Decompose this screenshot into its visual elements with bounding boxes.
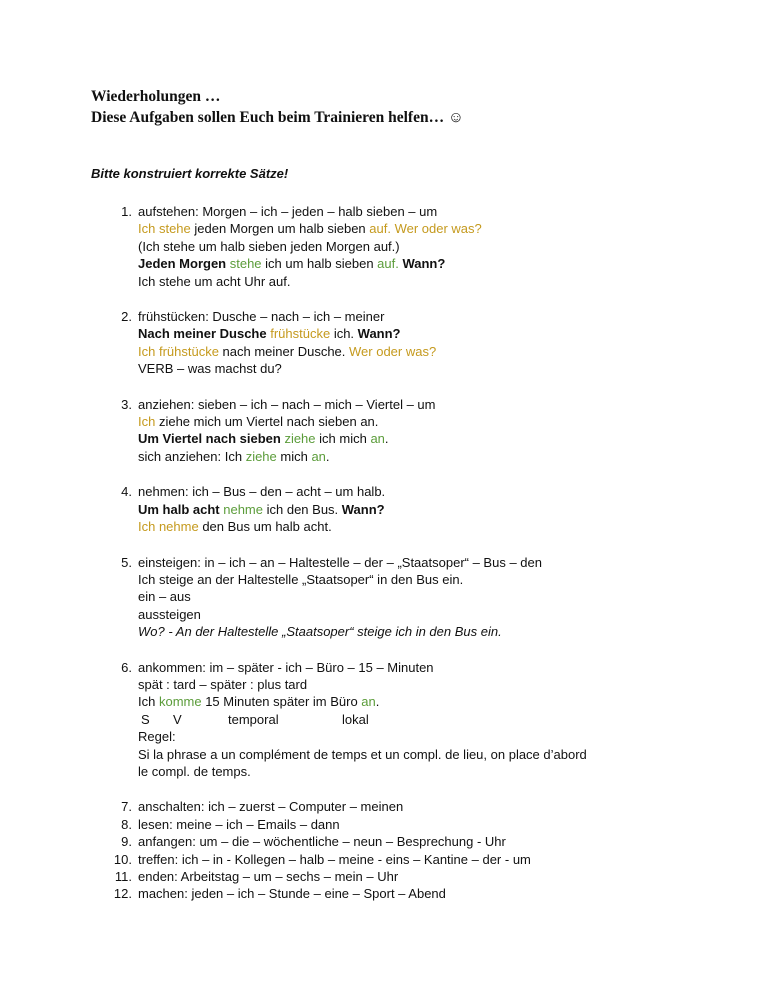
text: 15 Minuten später im Büro [201,694,362,710]
time-phrase: Um halb acht [138,501,220,517]
rule-text: Si la phrase a un complément de temps et un compl. de lieu, on place d’abord [138,746,587,762]
verb: ziehe [280,431,316,447]
exercise-item-5 [0,554,768,641]
prompt-line: anschalten: ich – zuerst – Computer – meinen [138,799,404,815]
rule-text: le compl. de temps. [138,763,251,779]
item-number: 7. [121,799,132,815]
note-line: ein – aus [138,589,191,605]
note-line: aussteigen [138,606,201,622]
answer-line [138,430,768,447]
text: . [384,431,389,447]
verb: stehe [226,256,262,272]
text: sich anziehen: Ich [138,448,246,464]
prompt-line: aufstehen: Morgen – ich – jeden – halb sieben – um [138,204,438,219]
answer-line [138,325,768,342]
time-phrase: Jeden Morgen [138,256,227,272]
exercise-item-10 [0,851,768,868]
subject: Ich [138,343,156,359]
prompt-line: einsteigen: in – ich – an – Haltestelle – der – „Staatsoper“ – Bus – den [138,554,542,570]
prompt-line: nehmen: ich – Bus – den – acht – um halb. [138,484,386,500]
answer-line [138,518,768,535]
text: jeden Morgen um halb sieben [190,221,370,237]
text: ziehe mich um Viertel nach sieben an. [155,414,379,430]
exercise-item-3 [0,396,768,466]
prompt-line: machen: jeden – ich – Stunde – eine – Sport – Abend [138,886,446,902]
answer-line: Ich steige an der Haltestelle „Staatsoper“ in den Bus ein. [138,571,464,587]
answer-line [138,343,768,360]
item-number: 1. [121,204,132,219]
title-line-2: Diese Aufgaben sollen Euch beim Trainieren helfen… ☺ [91,109,464,126]
prompt-line: enden: Arbeitstag – um – sechs – mein – Uhr [138,868,399,884]
text: mich [276,448,312,464]
item-number: 6. [121,659,132,675]
note-line [138,448,768,465]
title-line-1: Wiederholungen … [91,88,221,105]
answer-line: Wo? - An der Haltestelle „Staatsoper“ steige ich in den Bus ein. [138,624,502,640]
exercise-item-7 [0,798,768,815]
text: . [375,694,380,710]
verb: frühstücke [155,343,219,359]
label-lokal: lokal [342,711,369,727]
subject-verb: Ich stehe [138,221,191,237]
rule-heading: Regel: [138,729,176,745]
label-temporal: temporal [228,711,279,727]
subject: Ich [138,414,156,430]
verb: komme [158,694,202,710]
item-number: 8. [121,816,132,832]
particle: an [311,448,326,464]
label-v: V [173,711,182,727]
exercise-item-4 [0,483,768,535]
text: ich. [330,326,355,342]
prompt-line: anfangen: um – die – wöchentliche – neun – Besprechung - Uhr [138,834,506,850]
exercise-item-9 [0,833,768,850]
prompt-line: lesen: meine – ich – Emails – dann [138,816,340,832]
answer-line: Ich stehe um acht Uhr auf. [138,273,291,289]
text: den Bus um halb acht. [198,519,332,535]
label-s: S [141,711,150,727]
prompt-line: ankommen: im – später - ich – Büro – 15 – Minuten [138,659,434,675]
answer-line [138,501,768,518]
verb: nehme [155,519,199,535]
instruction: Bitte konstruiert korrekte Sätze! [91,166,289,181]
item-number: 5. [121,554,132,570]
particle: auf. [377,256,399,272]
item-number: 11. [114,868,132,884]
question: Wann? [338,501,385,517]
particle: an [361,694,376,710]
prompt-line: anziehen: sieben – ich – nach – mich – Viertel – um [138,396,436,412]
text: ich mich [315,431,371,447]
exercise-item-1 [0,203,768,290]
question: Wann? [398,256,446,272]
answer-line [138,220,768,237]
text: ich um halb sieben [261,256,378,272]
subject: Ich [138,694,159,710]
answer-line [138,693,768,710]
text: ich den Bus. [263,501,339,517]
answer-line [138,255,768,272]
verb: nehme [219,501,263,517]
item-number: 2. [121,309,132,325]
item-number: 4. [121,484,132,500]
exercise-item-2 [0,308,768,378]
text: . [325,448,330,464]
verb: ziehe [245,448,277,464]
subject: Ich [138,519,156,535]
item-number: 3. [121,396,132,412]
document-title [91,86,464,128]
verb: frühstücke [266,326,331,342]
particle: an [370,431,385,447]
item-number: 12. [113,886,132,902]
text: nach meiner Dusche. [218,343,350,359]
prompt-line: frühstücken: Dusche – nach – ich – meiner [138,309,385,325]
note-line: VERB – was machst du? [138,361,282,377]
question: Wer oder was? [349,343,437,359]
exercise-item-8 [0,816,768,833]
grammar-labels [138,711,768,728]
exercise-list [0,203,768,903]
prompt-line: treffen: ich – in - Kollegen – halb – meine - eins – Kantine – der - um [138,851,531,867]
exercise-item-11 [0,868,768,885]
time-phrase: Nach meiner Dusche [138,326,267,342]
particle: auf. [369,221,391,237]
question: Wann? [354,326,401,342]
exercise-item-6 [0,659,768,781]
time-phrase: Um Viertel nach sieben [138,431,281,447]
note-line: spät : tard – später : plus tard [138,676,308,692]
exercise-item-12 [0,885,768,902]
question: Wer oder was? [390,221,482,237]
item-number: 9. [121,834,132,850]
note-line: (Ich stehe um halb sieben jeden Morgen auf.) [138,238,400,254]
item-number: 10. [113,851,132,867]
answer-line [138,413,768,430]
